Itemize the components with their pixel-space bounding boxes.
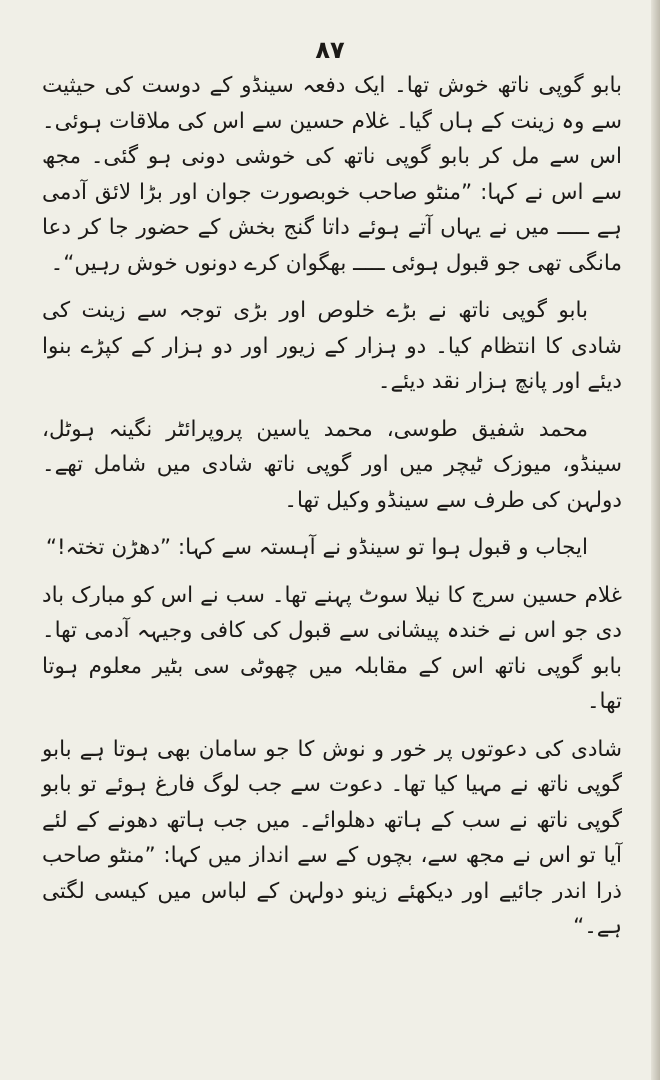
paragraph: غلام حسین سرج کا نیلا سوٹ پہنے تھا۔ سب نے اس کو مبارک باد دی جو اس نے خندہ پیشانی سے قبول کی کافی وجیہہ آدمی تھا۔ بابو گوپی ناتھ اس کے مقابلہ میں چھوٹی سی بٹیر معلوم ہوتا تھا۔ — [42, 582, 622, 714]
paragraph: محمد شفیق طوسی، محمد یاسین پروپرائٹر نگینہ ہوٹل، سینڈو، میوزک ٹیچر میں اور گوپی ناتھ شادی میں شامل تھے۔ دولہن کی طرف سے سینڈو وکیل تھا۔ — [42, 416, 622, 513]
page-edge-shadow — [651, 0, 660, 1080]
paragraph: ایجاب و قبول ہوا تو سینڈو نے آہستہ سے کہا: ”دھڑن تختہ!“ — [45, 535, 588, 560]
page-body-text — [42, 68, 622, 945]
paragraph: بابو گوپی ناتھ نے بڑے خلوص اور بڑی توجہ سے زینت کی شادی کا انتظام کیا۔ دو ہزار کے زیور اور دو ہزار کے کپڑے بنوا دیئے اور پانچ ہزار نقد دیئے۔ — [42, 298, 622, 394]
paragraph: بابو گوپی ناتھ خوش تھا۔ ایک دفعہ سینڈو کے دوست کی حیثیت سے وہ زینت کے ہاں گیا۔ غلام حسین سے اس کی ملاقات ہوئی۔ اس سے مل کر بابو گوپی ناتھ کی خوشی دونی ہو گئی۔ مجھ سے اس نے کہا: ”منٹو صاحب خوبصورت جوان اور بڑا لائق آدمی ہے ـــــ میں نے یہاں آتے ہوئے داتا گنج بخش کے حضور جا کر دعا مانگی تھی جو قبول ہوئی ـــــ بھگوان کرے دونوں خوش رہیں“۔ — [42, 73, 622, 276]
paragraph: شادی کی دعوتوں پر خور و نوش کا جو سامان بھی ہوتا ہے بابو گوپی ناتھ نے مہیا کیا تھا۔ دعوت سے جب لوگ فارغ ہوئے تو بابو گوپی ناتھ نے سب کے ہاتھ دھلوائے۔ میں جب ہاتھ دھونے کے لئے آیا تو اس نے مجھ سے، بچوں کے سے انداز میں کہا: ”منٹو صاحب ذرا اندر جائیے اور دیکھئے زینو دولہن کے لباس میں کیسی لگتی ہے۔“ — [42, 736, 622, 939]
page-number: ۸۷ — [315, 36, 345, 64]
